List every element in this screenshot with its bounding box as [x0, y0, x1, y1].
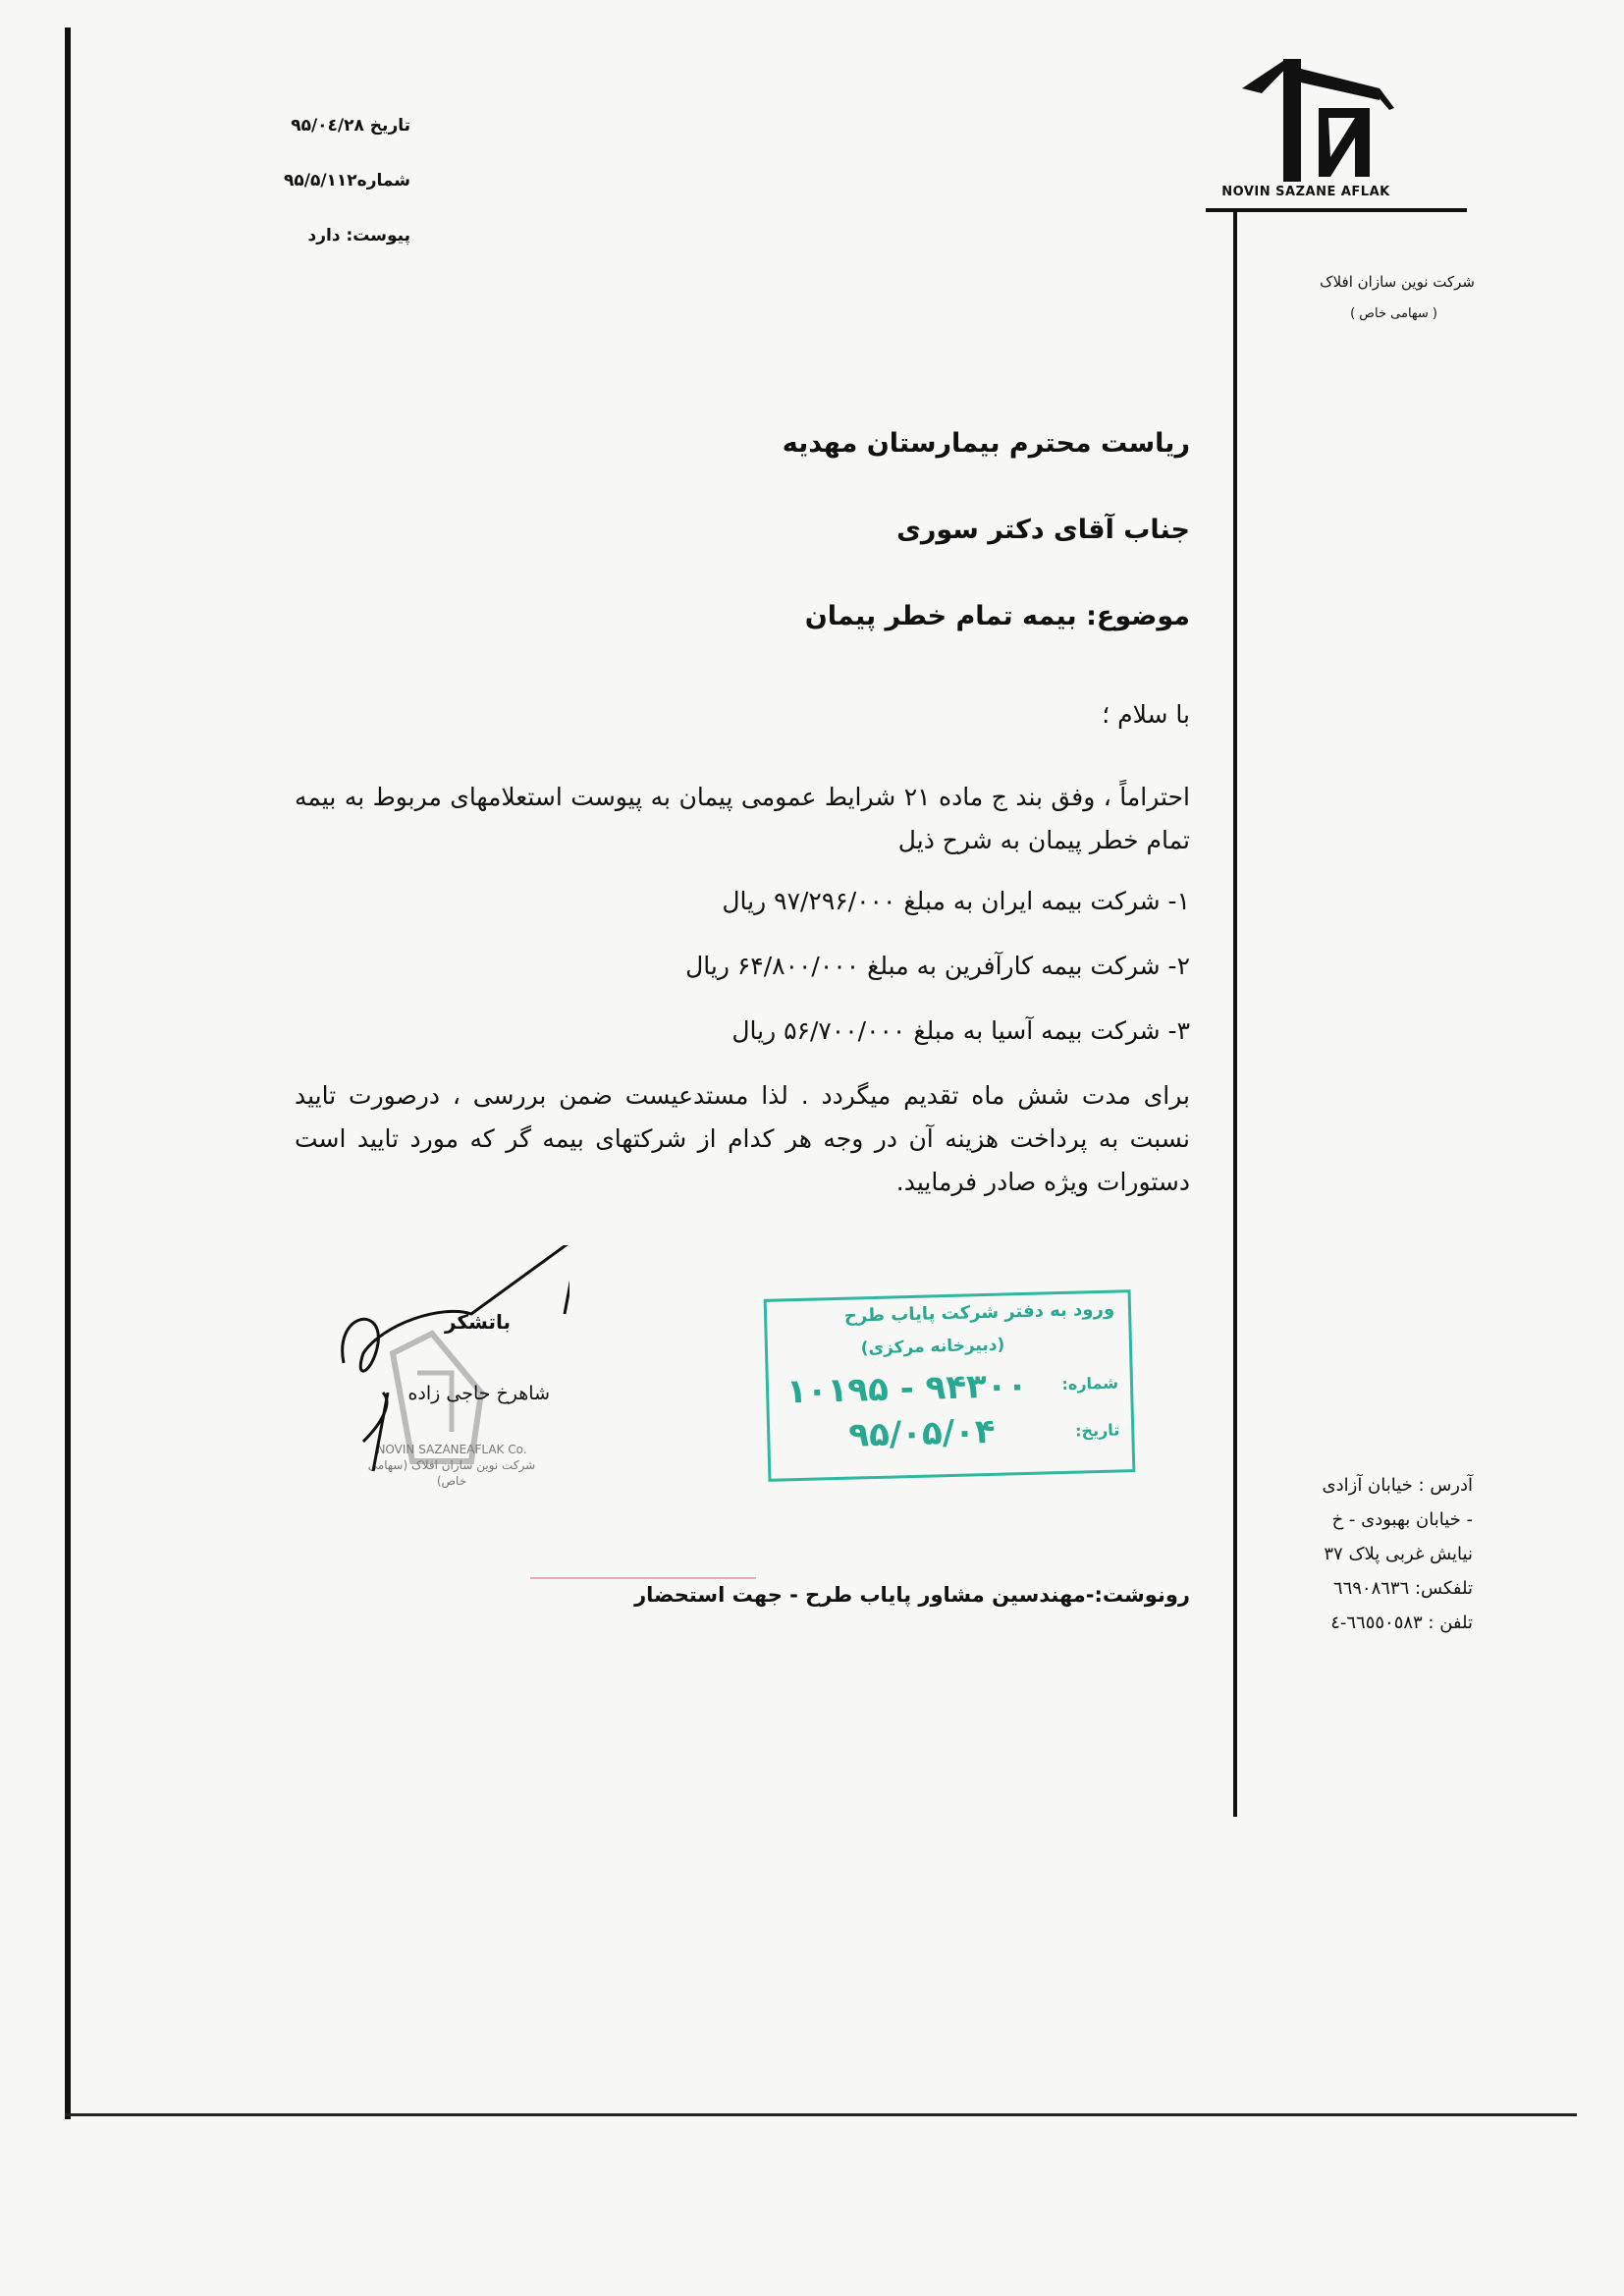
list-item: ۱- شرکت بیمه ایران به مبلغ ۹۷/۲۹۶/۰۰۰ ریال — [722, 887, 1190, 915]
address-fax: تلفکس: ٦٦٩٠٨٦٣٦ — [1332, 1578, 1473, 1599]
address-phone: تلفن : ٦٦٥٥٠٥٨٣-٤ — [1330, 1613, 1473, 1633]
address-line: آدرس : خیابان آزادی — [1322, 1475, 1473, 1496]
stamp-number: ۱۰۱۹۵ - ۹۴۳۰۰ — [785, 1365, 1028, 1412]
recipient: ریاست محترم بیمارستان مهدیه — [782, 428, 1190, 459]
frame-bottom-line — [65, 2113, 1577, 2116]
subject: موضوع: بیمه تمام خطر پیمان — [804, 601, 1190, 631]
receipt-stamp — [764, 1289, 1136, 1482]
header-rule — [1206, 208, 1467, 212]
company-address — [1276, 1468, 1473, 1640]
cc-highlight-line — [530, 1577, 756, 1579]
stamp-subtitle: (دبیرخانه مرکزی) — [860, 1335, 1005, 1359]
stamp-number-label: شماره: — [1061, 1373, 1119, 1394]
letter-number: شماره۹۵/۵/۱۱۲ — [283, 171, 410, 191]
letter-date: تاریخ ۹۵/۰٤/۲۸ — [291, 116, 410, 136]
signer-name: شاهرخ حاجی زاده — [407, 1383, 550, 1404]
signature-block — [324, 1245, 569, 1510]
company-name: شرکت نوین سازان افلاک — [1320, 273, 1475, 291]
company-logo-icon — [1232, 49, 1399, 187]
paragraph-request: برای مدت شش ماه تقدیم میگردد . لذا مستدعیست ضمن بررسی ، درصورت تایید نسبت به پرداخت هزینه آن در وجه هر کدام از شرکتهای بیمه گر که مورد تایید است دستورات ویژه صادر فرمایید. — [295, 1081, 1190, 1196]
logo-caption: NOVIN SAZANE AFLAK — [1221, 185, 1390, 199]
paragraph-intro: احتراماً ، وفق بند ج ماده ۲۱ شرایط عمومی پیمان به پیوست استعلامهای مربوط به بیمه تمام خطر پیمان به شرح ذیل — [295, 783, 1190, 854]
seal-text: NOVIN SAZANEAFLAK Co. شرکت نوین سازان افلاک (سهامی خاص) — [367, 1443, 536, 1488]
letter-meta — [245, 98, 410, 263]
greeting: با سلام ؛ — [1102, 700, 1190, 729]
list-item: ۲- شرکت بیمه کارآفرین به مبلغ ۶۴/۸۰۰/۰۰۰ ریال — [685, 952, 1190, 980]
frame-left-line — [65, 27, 71, 2119]
company-type: ( سهامی خاص ) — [1350, 306, 1437, 321]
stamp-title: ورود به دفتر شرکت پایاب طرح — [843, 1298, 1115, 1327]
stamp-date-label: تاریخ: — [1074, 1420, 1120, 1441]
signature-closing: باتشکر — [445, 1310, 511, 1334]
list-item: ۳- شرکت بیمه آسیا به مبلغ ۵۶/۷۰۰/۰۰۰ ریال — [731, 1016, 1190, 1045]
addressee: جناب آقای دکتر سوری — [896, 515, 1190, 545]
letter-attachment: پیوست: دارد — [307, 226, 410, 246]
address-line: نیایش غربی پلاک ۳۷ — [1324, 1544, 1473, 1564]
stamp-date: ۹۵/۰۵/۰۴ — [847, 1411, 997, 1455]
letter-body — [295, 422, 1190, 1222]
carbon-copy: رونوشت:-مهندسین مشاور پایاب طرح - جهت استحضار — [634, 1583, 1190, 1607]
signature-icon — [324, 1245, 569, 1510]
address-line: - خیابان بهبودی - خ — [1331, 1509, 1473, 1530]
frame-right-line — [1233, 211, 1237, 1817]
